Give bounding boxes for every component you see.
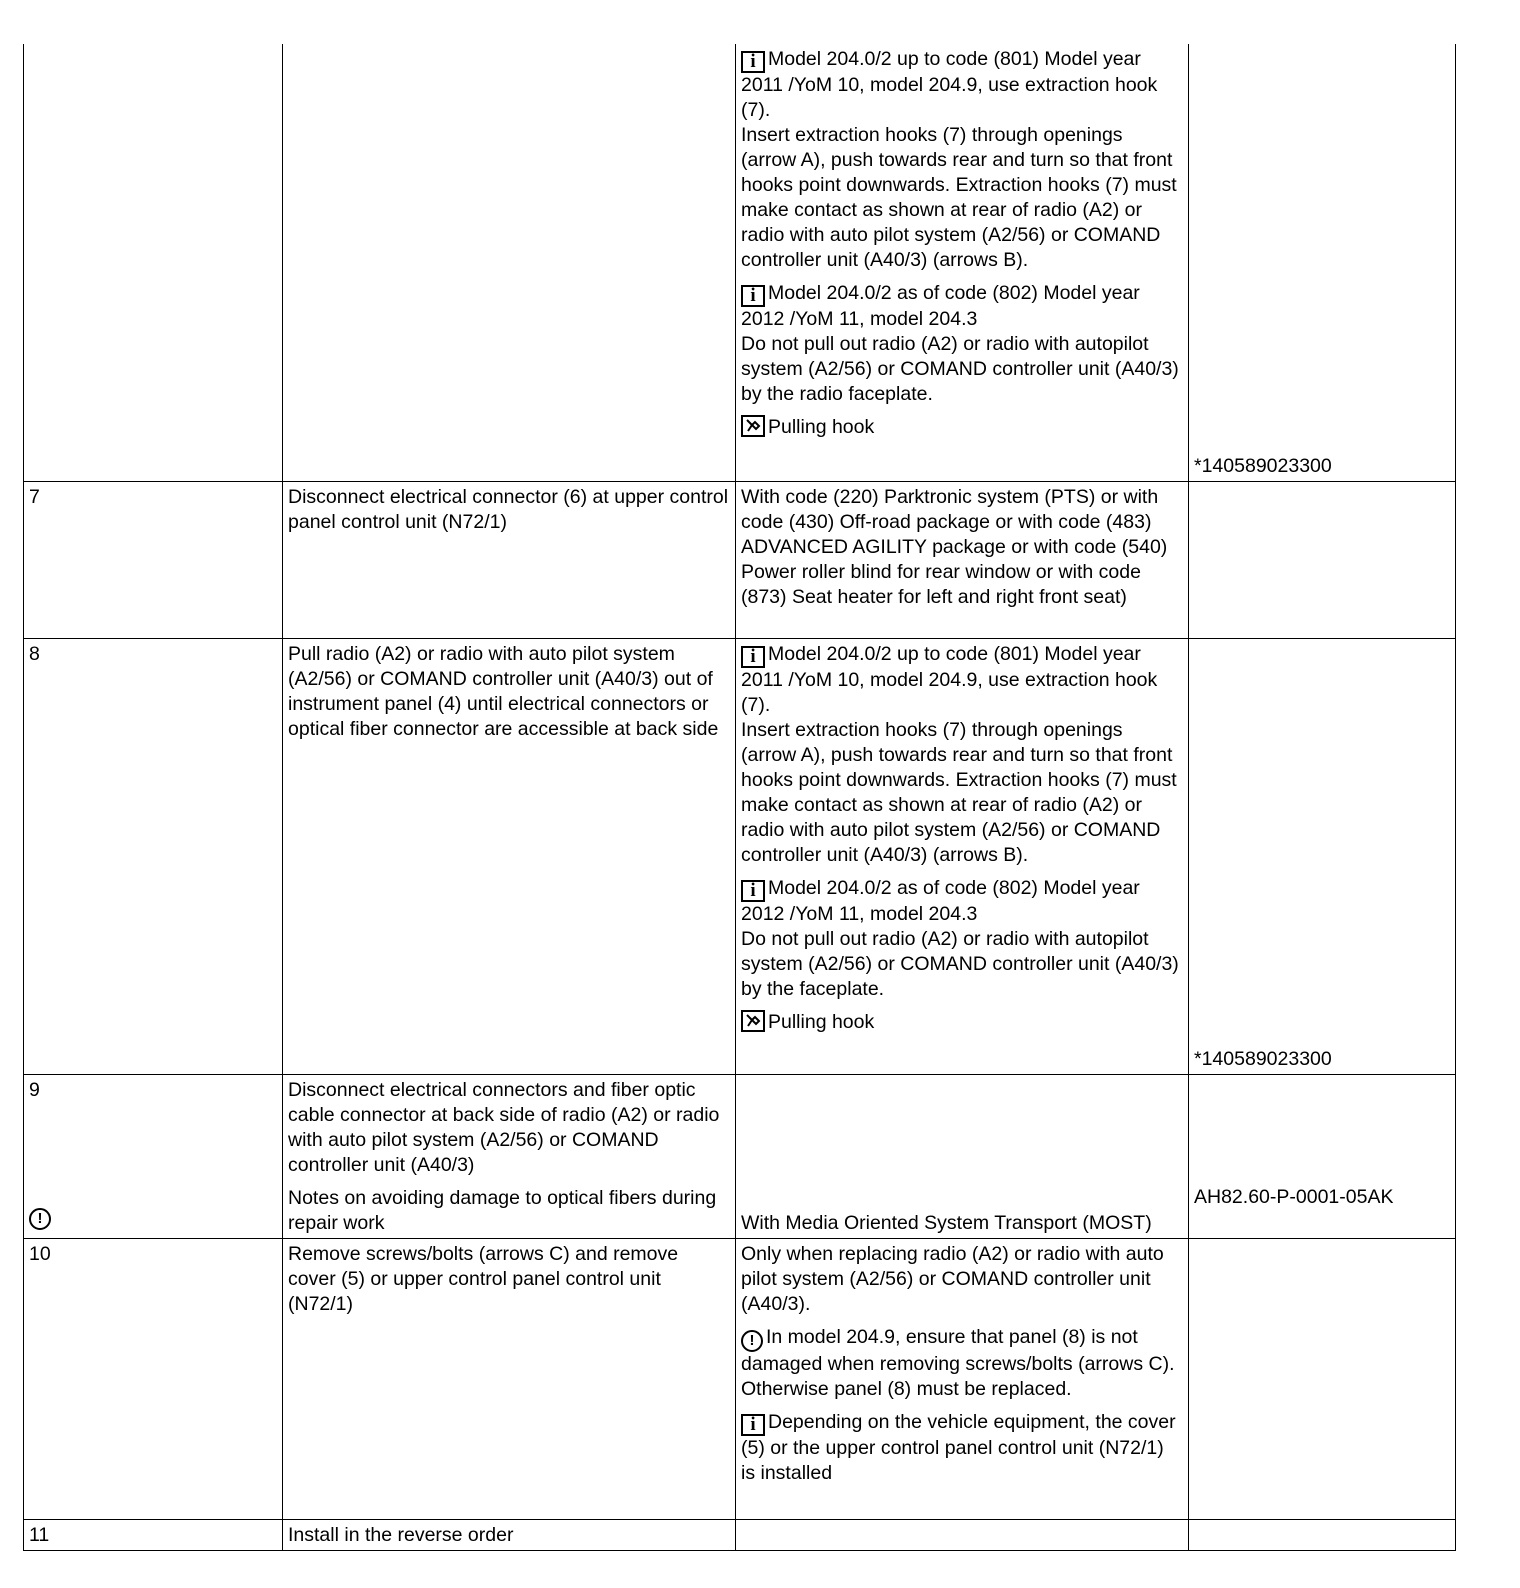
special-tool-icon (741, 1010, 765, 1032)
document-reference-link[interactable]: AH82.60-P-0001-05AK (1194, 1185, 1394, 1208)
step-cell (24, 1074, 283, 1238)
action-cell: Pull radio (A2) or radio with auto pilot system (A2/56) or COMAND controller unit (A40/3) out of instrument panel (4) until electrical connectors or optical fiber connector are accessible at back side (283, 638, 736, 1074)
note-info-c: i Depending on the vehicle equipment, the cover (5) or the upper control panel control unit (N72/1) is installed (741, 1410, 1176, 1484)
action-cell: Disconnect electrical connector (6) at upper control panel control unit (N72/1) (283, 481, 736, 638)
info-icon: i (741, 646, 765, 668)
tool-part-number[interactable]: *140589023300 (1194, 454, 1332, 477)
action-cell: Remove screws/bolts (arrows C) and remove cover (5) or upper control panel control unit (N72/1) (283, 1238, 736, 1519)
info-icon: i (741, 1414, 765, 1436)
reference-cell (1189, 1074, 1456, 1238)
step-cell (24, 44, 283, 481)
step-cell (24, 1519, 283, 1550)
table-row-9 (24, 1074, 1456, 1238)
notes-cell (736, 44, 1189, 481)
info-icon: i (741, 51, 765, 73)
table-row-8 (24, 638, 1456, 1074)
step-number: 9 (29, 1078, 40, 1101)
special-tool-line: Pulling hook (741, 1010, 1183, 1035)
note-circle-icon: ! (741, 1330, 763, 1352)
step-number: 8 (29, 642, 40, 665)
note-info-b-detail: Do not pull out radio (A2) or radio with autopilot system (A2/56) or COMAND controller unit (A40/3) by the radio faceplate. (741, 333, 1179, 405)
reference-cell (1189, 638, 1456, 1074)
notes-cell (736, 1519, 1189, 1550)
table-row-10 (24, 1238, 1456, 1519)
notes-cell (736, 638, 1189, 1074)
note-info-b-detail: Do not pull out radio (A2) or radio with autopilot system (A2/56) or COMAND controller unit (A40/3) by the faceplate. (741, 927, 1179, 1000)
note-info-a: i Model 204.0/2 up to code (801) Model year 2011 /YoM 10, model 204.9, use extraction hook (7). (741, 48, 1158, 121)
note-info-a-detail: Insert extraction hooks (7) through openings (arrow A), push towards rear and turn so that front hooks point downwards. Extraction hooks (7) must make contact as shown at rear of radio (A2) or radio with auto pilot system (A2/56) or COMAND controller unit (A40/3) (arrows B). (741, 124, 1177, 271)
table-row-6-continued (24, 44, 1456, 481)
notes-cell: With code (220) Parktronic system (PTS) or with code (430) Off-road package or with code (483) ADVANCED AGILITY package or with code (540) Power roller blind for rear window or with code (873) Seat heater for left and right front seat) (736, 481, 1189, 638)
procedure-table (23, 44, 1456, 1551)
action-cell (283, 44, 736, 481)
note-text: Only when replacing radio (A2) or radio with auto pilot system (A2/56) or COMAND controller unit (A40/3). (741, 1242, 1164, 1315)
note-info-a-detail: Insert extraction hooks (7) through openings (arrow A), push towards rear and turn so that front hooks point downwards. Extraction hooks (7) must make contact as shown at rear of radio (A2) or radio with auto pilot system (A2/56) or COMAND controller unit (A40/3) (arrows B). (741, 718, 1177, 866)
tool-part-number[interactable]: *140589023300 (1194, 1047, 1332, 1070)
step-number: 7 (29, 485, 40, 508)
reference-cell (1189, 44, 1456, 481)
info-icon: i (741, 285, 765, 307)
step-cell (24, 481, 283, 638)
special-tool-line: Pulling hook (741, 415, 1183, 440)
notes-cell: With Media Oriented System Transport (MOST) (736, 1074, 1189, 1238)
repair-procedure-sheet (23, 44, 1455, 1551)
info-icon: i (741, 880, 765, 902)
step-cell (24, 1238, 283, 1519)
note-info-a: i Model 204.0/2 up to code (801) Model year 2011 /YoM 10, model 204.9, use extraction hook (7). (741, 642, 1158, 716)
action-cell: Disconnect electrical connectors and fiber optic cable connector at back side of radio (A2) or radio with auto pilot system (A2/56) or COMAND controller unit (A40/3) Notes on avoiding damage to optical fibers during repair work (283, 1074, 736, 1238)
action-cell: Install in the reverse order (283, 1519, 736, 1550)
sub-action-link[interactable]: Notes on avoiding damage to optical fibers during repair work (288, 1186, 717, 1234)
table-row-7 (24, 481, 1456, 638)
step-number: 11 (29, 1523, 50, 1546)
step-cell (24, 638, 283, 1074)
note-info-b: i Model 204.0/2 as of code (802) Model year 2012 /YoM 11, model 204.3 (741, 282, 1140, 330)
reference-cell (1189, 481, 1456, 638)
special-tool-icon (741, 415, 765, 437)
step-number: 10 (29, 1242, 51, 1265)
reference-cell (1189, 1519, 1456, 1550)
table-row-11 (24, 1519, 1456, 1550)
notes-cell (736, 1238, 1189, 1519)
note-info-b: i Model 204.0/2 as of code (802) Model year 2012 /YoM 11, model 204.3 (741, 876, 1140, 925)
note-warning: ! In model 204.9, ensure that panel (8) is not damaged when removing screws/bolts (arrows C). Otherwise panel (8) must be replaced. (741, 1325, 1175, 1400)
note-circle-icon: ! (29, 1208, 51, 1230)
reference-cell (1189, 1238, 1456, 1519)
